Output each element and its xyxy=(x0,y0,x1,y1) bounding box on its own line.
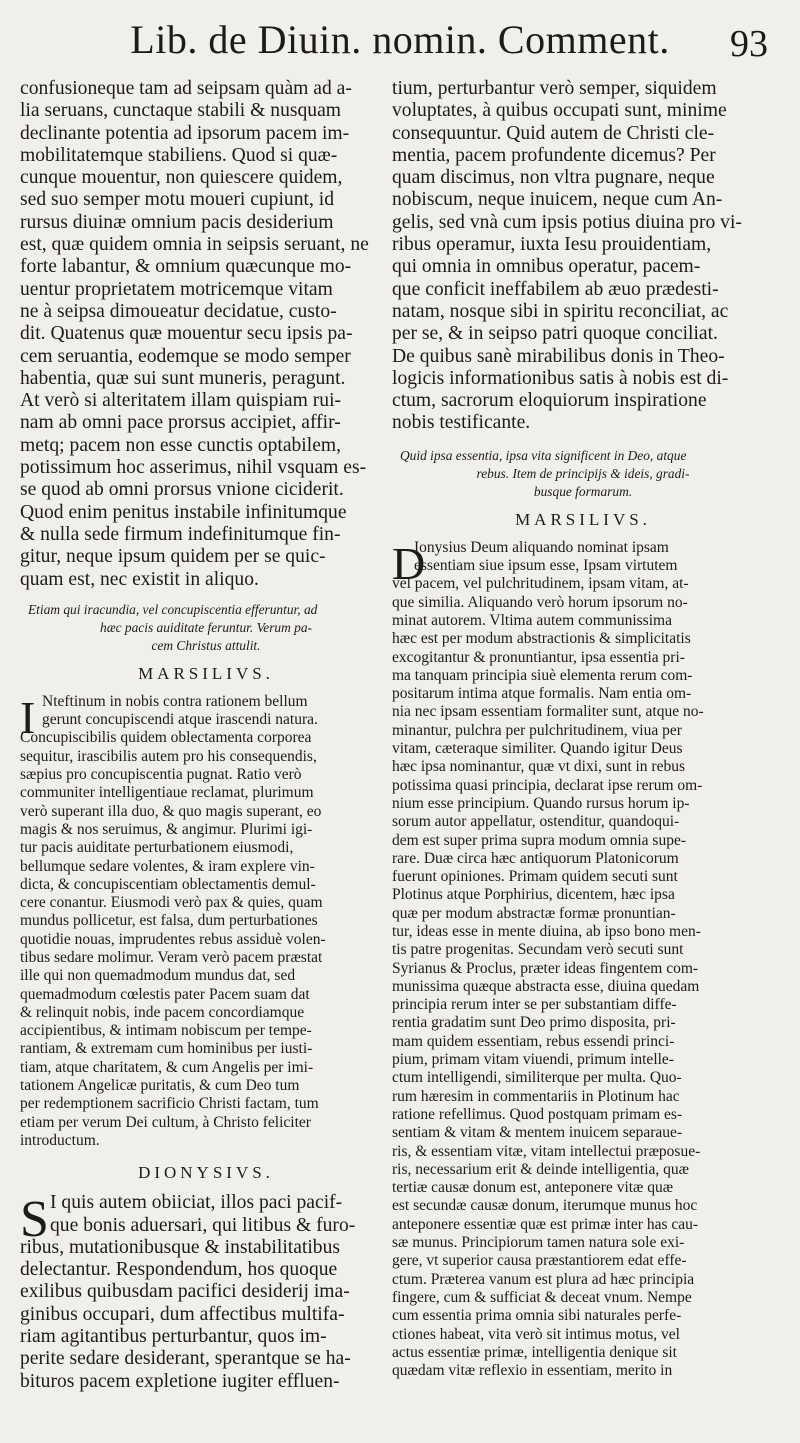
right-para-2 xyxy=(392,539,774,1381)
text-line: ctum. Præterea vanum est plura ad hæc principia xyxy=(392,1270,695,1288)
text-line: ginibus occupari, dum affectibus multifa- xyxy=(20,1303,345,1325)
drop-cap-initial: I xyxy=(20,691,36,743)
section-heading-marsilius: MARSILIVS. xyxy=(515,509,651,529)
text-line: & nulla sede firmum indefinitumque fin- xyxy=(20,523,341,545)
left-para-2-text xyxy=(20,693,392,1150)
text-line: per redemptionem sacrificio Christi factam, tum xyxy=(20,1095,319,1113)
text-line: vel pacem, vel pulchritudinem, ipsam vitam, at- xyxy=(392,575,689,593)
text-line: delectantur. Respondendum, hos quoque xyxy=(20,1259,338,1281)
text-line: Syrianus & Proclus, præter ideas fingentem com- xyxy=(392,959,699,977)
text-line: minat autorem. Vltima autem communissima xyxy=(392,611,672,629)
text-line: I quis autem obiiciat, illos paci pacif- xyxy=(50,1192,343,1214)
text-line: ris, necessarium erit & deinde intelligentia, quæ xyxy=(392,1160,690,1178)
text-line: excogitantur & pronuntiantur, ipsa essentia pri- xyxy=(392,648,685,666)
text-line: gere, vt superior causa præstantiorem edat effe- xyxy=(392,1252,687,1270)
text-line: At verò si alteritatem illam quispiam rui- xyxy=(20,390,342,412)
text-line: uentur proprietatem motricemque vitam xyxy=(20,278,333,300)
text-line: sed suo semper motu moueri cupiunt, id xyxy=(20,189,334,211)
text-line: communiter intelligentiaue reclamat, plurimum xyxy=(20,784,314,802)
text-line: gelis, sed vnà cum ipsis potius diuina pro vi- xyxy=(392,211,742,233)
text-line: rare. Duæ circa hæc antiquorum Platonicorum xyxy=(392,849,679,867)
text-line: tertiæ causæ donum est, anteponere vitæ quæ xyxy=(392,1179,674,1197)
text-line: cum essentia prima omnia sibi naturales perfe- xyxy=(392,1307,682,1325)
text-line: voluptates, à quibus occupati sunt, minime xyxy=(392,100,727,122)
text-line: nobis testificante. xyxy=(392,412,531,434)
text-line: potissimum hoc asserimus, nihil vsquam es- xyxy=(20,457,367,479)
text-line: que conficit ineffabilem ab æuo prædesti- xyxy=(392,278,719,300)
text-line: logicis informationibus satis à nobis est di- xyxy=(392,367,729,389)
text-line: exilibus quibusdam pacifici desiderij ima- xyxy=(20,1281,350,1303)
text-line: gerunt concupiscendi atque irascendi natura. xyxy=(42,711,318,729)
text-line: hæc ipsa nominantur, quæ vt dixi, sunt in rebus xyxy=(392,758,686,776)
text-line: accipientibus, & intimam nobiscum per tempe- xyxy=(20,1022,312,1040)
left-para-3-text xyxy=(20,1192,392,1393)
text-line: pium, primam vitam viuendi, primum intelle- xyxy=(392,1051,674,1069)
text-line: Concupiscibilis quidem oblectamenta corporea xyxy=(20,729,312,747)
text-line: fuerunt opiniones. Primam quidem secuti sunt xyxy=(392,868,678,886)
left-para-3 xyxy=(20,1192,392,1393)
text-line: cem seruantia, eodemque se modo semper xyxy=(20,345,351,367)
text-line: ne à seipsa dimoueatur decidatue, custo- xyxy=(20,300,337,322)
text-line: consequuntur. Quid autem de Christi cle- xyxy=(392,122,715,144)
text-line: ctum, sacrorum eloquiorum inspiratione xyxy=(392,390,707,412)
text-line: tium, perturbantur verò semper, siquidem xyxy=(392,78,717,99)
text-line: est secundæ causæ donum, iterumque munus hoc xyxy=(392,1197,698,1215)
drop-cap-initial: D xyxy=(392,537,426,589)
text-line: metq; pacem non esse cunctis optabilem, xyxy=(20,434,342,456)
text-line: nium esse principium. Quando rursus horum ip- xyxy=(392,794,690,812)
text-line: rebus. Item de principijs & ideis, gradi- xyxy=(476,465,690,481)
text-line: ctum intelligendi, similiterque per multa. Quo- xyxy=(392,1069,682,1087)
text-line: etiam per verum Dei cultum, à Christo feliciter xyxy=(20,1113,311,1131)
text-line: Ionysius Deum aliquando nominat ipsam xyxy=(414,538,669,556)
text-line: ctiones habeat, vita verò sit intimus motus, vel xyxy=(392,1325,680,1343)
text-line: tibus sedare molimur. Veram verò pacem præstat xyxy=(20,948,323,966)
text-line: actus essentiæ primæ, intelligentia denique sit xyxy=(392,1343,677,1361)
text-line: quædam vitæ reflexio in essentiam, merito in xyxy=(392,1362,673,1380)
text-line: declinante potentia ad ipsorum pacem im- xyxy=(20,122,350,144)
text-line: verò superant illa duo, & quo magis superant, eo xyxy=(20,802,322,820)
text-line: mundus pollicetur, est falsa, dum perturbationes xyxy=(20,912,318,930)
text-line: nam ab omni pace prorsus accipiet, affir- xyxy=(20,412,341,434)
text-line: lia seruans, cunctaque stabili & nusquam xyxy=(20,100,342,122)
left-para-1 xyxy=(20,78,392,591)
text-line: quam discimus, non vltra pugnare, neque xyxy=(392,167,715,189)
text-line: mentia, pacem profundente dicemus? Per xyxy=(392,144,716,166)
text-line: cunque mouentur, non quiescere quidem, xyxy=(20,167,343,189)
text-line: hæc est per modum abstractionis & simplicitatis xyxy=(392,630,691,648)
text-line: que bonis aduersari, qui litibus & furo- xyxy=(50,1214,356,1236)
text-line: sentiam & vitam & mentem inuicem separaue- xyxy=(392,1124,683,1142)
text-line: Plotinus atque Porphirius, dicentem, hæc ipsa xyxy=(392,886,675,904)
text-line: forte labantur, & omnium quæcunque mo- xyxy=(20,256,352,278)
text-line: nobiscum, neque inuicem, neque cum An- xyxy=(392,189,723,211)
text-line: ratione refellimus. Quod postquam primam es- xyxy=(392,1105,683,1123)
text-line: quotidie nouas, imprudentes rebus assiduè volen- xyxy=(20,930,326,948)
text-line: sequitur, irascibilis autem pro his consequendis, xyxy=(20,747,317,765)
text-line: habentia, quæ sui sunt muneris, peragunt. xyxy=(20,367,346,389)
text-line: mam quidem essentiam, rebus essendi princi- xyxy=(392,1032,675,1050)
text-line: dicta, & concupiscentiam oblectamentis demul- xyxy=(20,875,316,893)
text-line: natam, nosque sibi in spiritu reconciliat, ac xyxy=(392,300,729,322)
text-line: tationem Angelicæ puritatis, & cum Deo tum xyxy=(20,1077,300,1095)
text-line: bellumque sedare volentes, & iram explere vin- xyxy=(20,857,315,875)
text-line: ribus operamur, iuxta Iesu prouidentiam, xyxy=(392,234,712,256)
text-line: anteponere essentiæ quæ est primæ inter has cau- xyxy=(392,1215,699,1233)
text-line: tiam, atque charitatem, & cum Angelis per imi- xyxy=(20,1058,314,1076)
text-line: Nteftinum in nobis contra rationem bellum xyxy=(42,692,308,710)
text-line: bituros pacem expletione iugiter effluen- xyxy=(20,1370,340,1392)
text-line: quam est, nec existit in aliquo. xyxy=(20,568,259,590)
text-line: potissima quasi principia, declarat ipse rerum om- xyxy=(392,776,703,794)
section-heading-marsilius: MARSILIVS. xyxy=(138,663,274,683)
text-line: minantur, pulchra per pulchritudinem, viua per xyxy=(392,721,682,739)
text-line: tur pacis auiditate perturbationem eiusmodi, xyxy=(20,839,294,857)
text-line: & relinquit nobis, inde pacem concordiamque xyxy=(20,1003,305,1021)
text-line: ille qui non quemadmodum mundus dat, sed xyxy=(20,967,296,985)
text-line: introductum. xyxy=(20,1131,100,1149)
text-line: Quid ipsa essentia, ipsa vita significent in Deo, atque xyxy=(400,447,687,463)
text-line: essentiam siue ipsum esse, Ipsam virtutem xyxy=(414,557,678,575)
text-line: De quibus sanè mirabilibus donis in Theo- xyxy=(392,345,725,367)
text-line: mobilitatemque stabiliens. Quod si quæ- xyxy=(20,144,338,166)
text-line: rantiam, & extremam cum hominibus per iusti- xyxy=(20,1040,313,1058)
text-line: ma tanquam principia siuè elementa rerum com- xyxy=(392,666,693,684)
text-line: Quod enim penitus instabile infinitumque xyxy=(20,501,347,523)
text-line: sæ munus. Principiorum tamen natura sole exi- xyxy=(392,1234,685,1252)
text-line: rum hæresim in commentariis in Plotinum hac xyxy=(392,1087,680,1105)
running-title: Lib. de Diuin. nomin. Comment. xyxy=(130,17,670,62)
page-number: 93 xyxy=(730,23,768,65)
text-line: ris, & essentiam vitæ, vitam intellectui præposue- xyxy=(392,1142,701,1160)
text-line: positarum intima atque formalis. Nam entia om- xyxy=(392,685,692,703)
text-line: tur, ideas esse in mente diuina, ab ipso bono men- xyxy=(392,922,701,940)
text-line: rentia gradatim sunt Deo primo disposita, pri- xyxy=(392,1014,676,1032)
text-line: fingere, cum & sufficiat & deceat vnum. Nempe xyxy=(392,1288,692,1306)
text-line: est, quæ quidem omnia in seipsis seruant, ne xyxy=(20,234,369,256)
text-line: munissima quæque abstracta esse, diuina quedam xyxy=(392,977,700,995)
right-column xyxy=(392,78,774,1380)
text-line: Etiam qui iracundia, vel concupiscentia efferuntur, ad xyxy=(28,601,318,617)
drop-cap-initial: S xyxy=(20,1191,49,1249)
text-line: quæ per modum abstractæ formæ pronuntian- xyxy=(392,904,676,922)
text-line: busque formarum. xyxy=(533,483,633,499)
text-line: magis & nos seruimus, & angimur. Plurimi igi- xyxy=(20,820,313,838)
text-line: riam agitantibus perturbantur, quos im- xyxy=(20,1326,327,1348)
left-para-2 xyxy=(20,693,392,1150)
left-side-summary xyxy=(20,601,392,655)
right-para-2-text xyxy=(392,539,774,1381)
text-line: que similia. Aliquando verò horum ipsorum no- xyxy=(392,593,688,611)
text-line: cem Christus attulit. xyxy=(151,637,261,653)
text-line: cere conantur. Eiusmodi verò pax & quies, quam xyxy=(20,894,323,912)
text-line: rursus diuinæ omnium pacis desiderium xyxy=(20,211,334,233)
text-line: dem est super prima supra modum omnia supe- xyxy=(392,831,687,849)
text-line: vitam, cæteraque similiter. Quando igitur Deus xyxy=(392,740,683,758)
text-line: ribus, mutationibusque & instabilitatibus xyxy=(20,1236,341,1258)
section-heading-dionysius: DIONYSIVS. xyxy=(138,1163,274,1183)
right-para-1 xyxy=(392,78,774,435)
text-line: sæpius pro concupiscentia pugnat. Ratio verò xyxy=(20,766,302,784)
text-line: se quod ab omni prorsus vnione ciciderit. xyxy=(20,479,344,501)
text-line: qui omnia in omnibus operatur, pacem- xyxy=(392,256,701,278)
text-line: principia rerum inter se per substantiam diffe- xyxy=(392,996,677,1014)
text-line: hæc pacis auiditate feruntur. Verum pa- xyxy=(100,619,312,635)
text-line: dit. Quatenus quæ mouentur secu ipsis pa- xyxy=(20,323,353,345)
text-line: tis patre progenitas. Secundam verò secuti sunt xyxy=(392,941,684,959)
right-side-summary xyxy=(392,447,774,501)
text-line: nia nec ipsam essentiam formaliter sunt, atque no- xyxy=(392,703,704,721)
text-line: quemadmodum cœlestis pater Pacem suam dat xyxy=(20,985,310,1003)
text-line: sorum autor appellatur, ostenditur, quandoqui- xyxy=(392,813,680,831)
left-column xyxy=(20,78,392,1393)
text-line: gitur, neque ipsum quidem per se quic- xyxy=(20,546,326,568)
text-line: confusioneque tam ad seipsam quàm ad a- xyxy=(20,78,352,99)
text-line: per se, & in seipso patri quoque conciliat. xyxy=(392,323,718,345)
text-line: perite sedare desiderant, sperantque se ha- xyxy=(20,1348,351,1370)
